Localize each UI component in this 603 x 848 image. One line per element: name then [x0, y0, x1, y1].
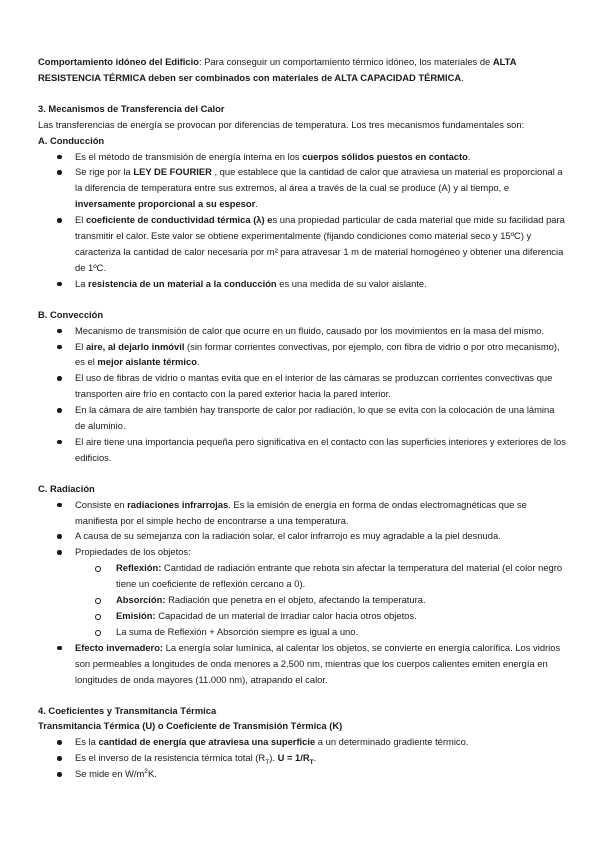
sub-list-item	[38, 608, 566, 624]
circle-bullet-icon	[95, 614, 101, 620]
list-item	[38, 750, 566, 766]
conduccion-heading: A. Conducción	[38, 134, 105, 146]
section-3-heading: 3. Mecanismos de Transferencia del Calor	[38, 102, 225, 114]
text-run: K.	[147, 768, 157, 780]
bullet-icon	[57, 440, 62, 445]
section-4-heading: 4. Coeficientes y Transmitancia Térmica	[38, 704, 217, 716]
text-run: , que establece que la cantidad de calor que atraviesa un material es proporcional a la diferencia de temperatura entre sus extremos, al área a través de la cual se produce (A) y al tiempo, e	[75, 166, 563, 194]
list-item	[38, 766, 566, 782]
document-page	[38, 54, 566, 782]
text-run: Capacidad de un material de irradiar calor hacia otros objetos.	[155, 610, 417, 621]
list-item	[38, 323, 566, 339]
radiacion-heading: C. Radiación	[38, 482, 95, 494]
list-item	[38, 149, 566, 165]
bullet-icon	[57, 329, 62, 334]
text-run: La suma de Reflexión + Absorción siempre es igual a uno.	[116, 625, 359, 637]
bold-text: inversamente proporcional a su espesor	[75, 198, 256, 210]
list-item	[38, 434, 566, 466]
bold-text: cantidad de energía que atraviesa una superficie	[98, 736, 316, 748]
bold-text: U = 1/R	[277, 752, 310, 764]
list-item	[38, 339, 566, 371]
text-run: En la cámara de aire también hay transporte de calor por radiación, lo que se evita con la colocación de una lámina de aluminio.	[75, 404, 555, 432]
circle-bullet-icon	[95, 566, 101, 572]
text-run: .	[313, 752, 317, 764]
text-run: .	[467, 150, 471, 162]
bullet-icon	[57, 503, 62, 508]
circle-bullet-icon	[95, 630, 101, 636]
text-run: Se mide en W/m	[75, 768, 145, 780]
bold-text: Reflexión:	[116, 562, 162, 574]
text-run: A causa de su semejanza con la radiación solar, el calor infrarrojo es muy agradable a la piel desnuda.	[75, 530, 501, 542]
bold-text: Emisión:	[116, 610, 156, 621]
section-4-subheading: Transmitancia Térmica (U) o Coeficiente de Transmisión Térmica (K)	[38, 720, 343, 732]
text-run: .	[196, 356, 200, 368]
text-run: .	[461, 71, 464, 83]
bullet-icon	[57, 534, 62, 539]
text-run: El aire tiene una importancia pequeña pero significativa en el contacto con las superficies interiores y exteriores de los edificios.	[75, 435, 566, 463]
text-run: Mecanismo de transmisión de calor que ocurre en un fluido, causado por los movimientos en la masa del mismo.	[75, 324, 544, 336]
bullet-icon	[57, 218, 62, 223]
conduccion-list	[38, 149, 566, 292]
text-run: ).	[269, 752, 278, 764]
text-run: 2	[144, 768, 148, 776]
text-run: s una propiedad particular de cada material que mide su facilidad para transmitir el calor. Este valor se obtiene experimentalmente (fijando condiciones como material seco y 15ºC) y caracteriza la cantidad de calor necesaria por m² para atravesar 1 m de material homogéneo y obtener una diferencia de 1ºC.	[75, 214, 565, 273]
bullet-icon	[57, 170, 62, 175]
text-run: .	[255, 198, 258, 210]
text-run: Es el método de transmisión de energía interna en los	[75, 150, 303, 162]
bullet-icon	[57, 756, 62, 761]
conveccion-heading: B. Convección	[38, 308, 104, 320]
text-run: a un determinado gradiente térmico.	[315, 736, 469, 748]
text-run: (sin formar corrientes convectivas, por ejemplo, con fibra de vidrio o por otro mecanismo), es el	[75, 340, 560, 368]
circle-bullet-icon	[95, 598, 101, 604]
bold-text: LEY DE FOURIER	[133, 166, 212, 178]
bullet-icon	[57, 646, 62, 651]
text-run: Radiación que penetra en el objeto, afectando la temperatura.	[165, 594, 426, 606]
conveccion-list	[38, 323, 566, 466]
text-run: Se rige por la	[75, 166, 134, 178]
bullet-icon	[57, 155, 62, 160]
list-item	[38, 164, 566, 212]
text-run: Propiedades de los objetos:	[75, 546, 191, 558]
sub-list-item	[38, 560, 566, 592]
text-run: El	[75, 214, 86, 226]
bold-text: coeficiente de conductividad térmica (λ) e	[85, 214, 273, 226]
text-run: El	[75, 340, 86, 352]
list-item	[38, 276, 566, 292]
bold-text: aire, al dejarlo inmóvil	[85, 340, 185, 352]
text-run: : Para conseguir un comportamiento térmico idóneo, los materiales de	[198, 56, 493, 67]
text-run: Es el inverso de la resistencia térmica total (R	[75, 752, 266, 764]
list-item	[38, 640, 566, 688]
bold-text: resistencia de un material a la conducción	[88, 277, 277, 289]
text-run: Consiste en	[75, 498, 128, 510]
bold-text: Efecto invernadero:	[75, 641, 164, 653]
text-run: T	[265, 759, 270, 767]
text-run: Cantidad de radiación entrante que rebota sin afectar la temperatura del material (el color negro tiene un coeficiente de reflexión cercano a 0).	[116, 562, 563, 590]
section-3-lead: Las transferencias de energía se provocan por diferencias de temperatura. Los tres mecanismos fundamentales son:	[38, 118, 525, 130]
text-run: T	[309, 759, 314, 767]
text-run: La	[75, 277, 89, 289]
bullet-icon	[57, 408, 62, 413]
bold-text: radiaciones infrarrojas	[127, 498, 229, 510]
bold-text: cuerpos sólidos puestos en contacto	[302, 150, 468, 162]
list-item	[38, 528, 566, 544]
list-item	[38, 212, 566, 276]
text-run: La energía solar lumínica, al calentar los objetos, se convierte en energía calorífica. Los vidrios son permeables a longitudes de onda menores a 2.500 nm, mientras que los cuerpos calientes emiten energía en longitudes de onda mayores (11.000 nm), atrapando el calor.	[75, 641, 561, 685]
bullet-icon	[57, 740, 62, 745]
radiacion-list	[38, 497, 566, 688]
bold-text: mejor aislante térmico	[97, 356, 197, 368]
list-item	[38, 402, 566, 434]
properties-sublist	[38, 560, 566, 640]
text-run: es una medida de su valor aislante.	[276, 277, 427, 289]
text-run: . Es la emisión de energía en forma de ondas electromagnéticas que se manifiesta por el simple hecho de encontrarse a una temperatura.	[75, 498, 527, 526]
list-item	[38, 734, 566, 750]
list-item	[38, 544, 566, 639]
bullet-icon	[57, 772, 62, 777]
intro-bold-title: Comportamiento idóneo del Edificio	[38, 56, 199, 67]
sub-list-item	[38, 624, 566, 640]
list-item	[38, 370, 566, 402]
bold-text: Absorción:	[116, 594, 166, 606]
intro-bold-statement: ALTA RESISTENCIA TÉRMICA deben ser combinados con materiales de ALTA CAPACIDAD TÉRMICA	[38, 56, 517, 83]
list-item	[38, 497, 566, 529]
intro-paragraph	[38, 54, 566, 86]
bullet-icon	[57, 550, 62, 555]
text-run: El uso de fibras de vidrio o mantas evita que en el interior de las cámaras se produzcan corrientes convectivas que transporten aire frío en contacto con la pared exterior hacia la pared interior.	[75, 372, 553, 400]
bullet-icon	[57, 345, 62, 350]
sub-list-item	[38, 592, 566, 608]
text-run: Es la	[75, 736, 99, 748]
bullet-icon	[57, 282, 62, 287]
bullet-icon	[57, 376, 62, 381]
transmitancia-list	[38, 734, 566, 782]
